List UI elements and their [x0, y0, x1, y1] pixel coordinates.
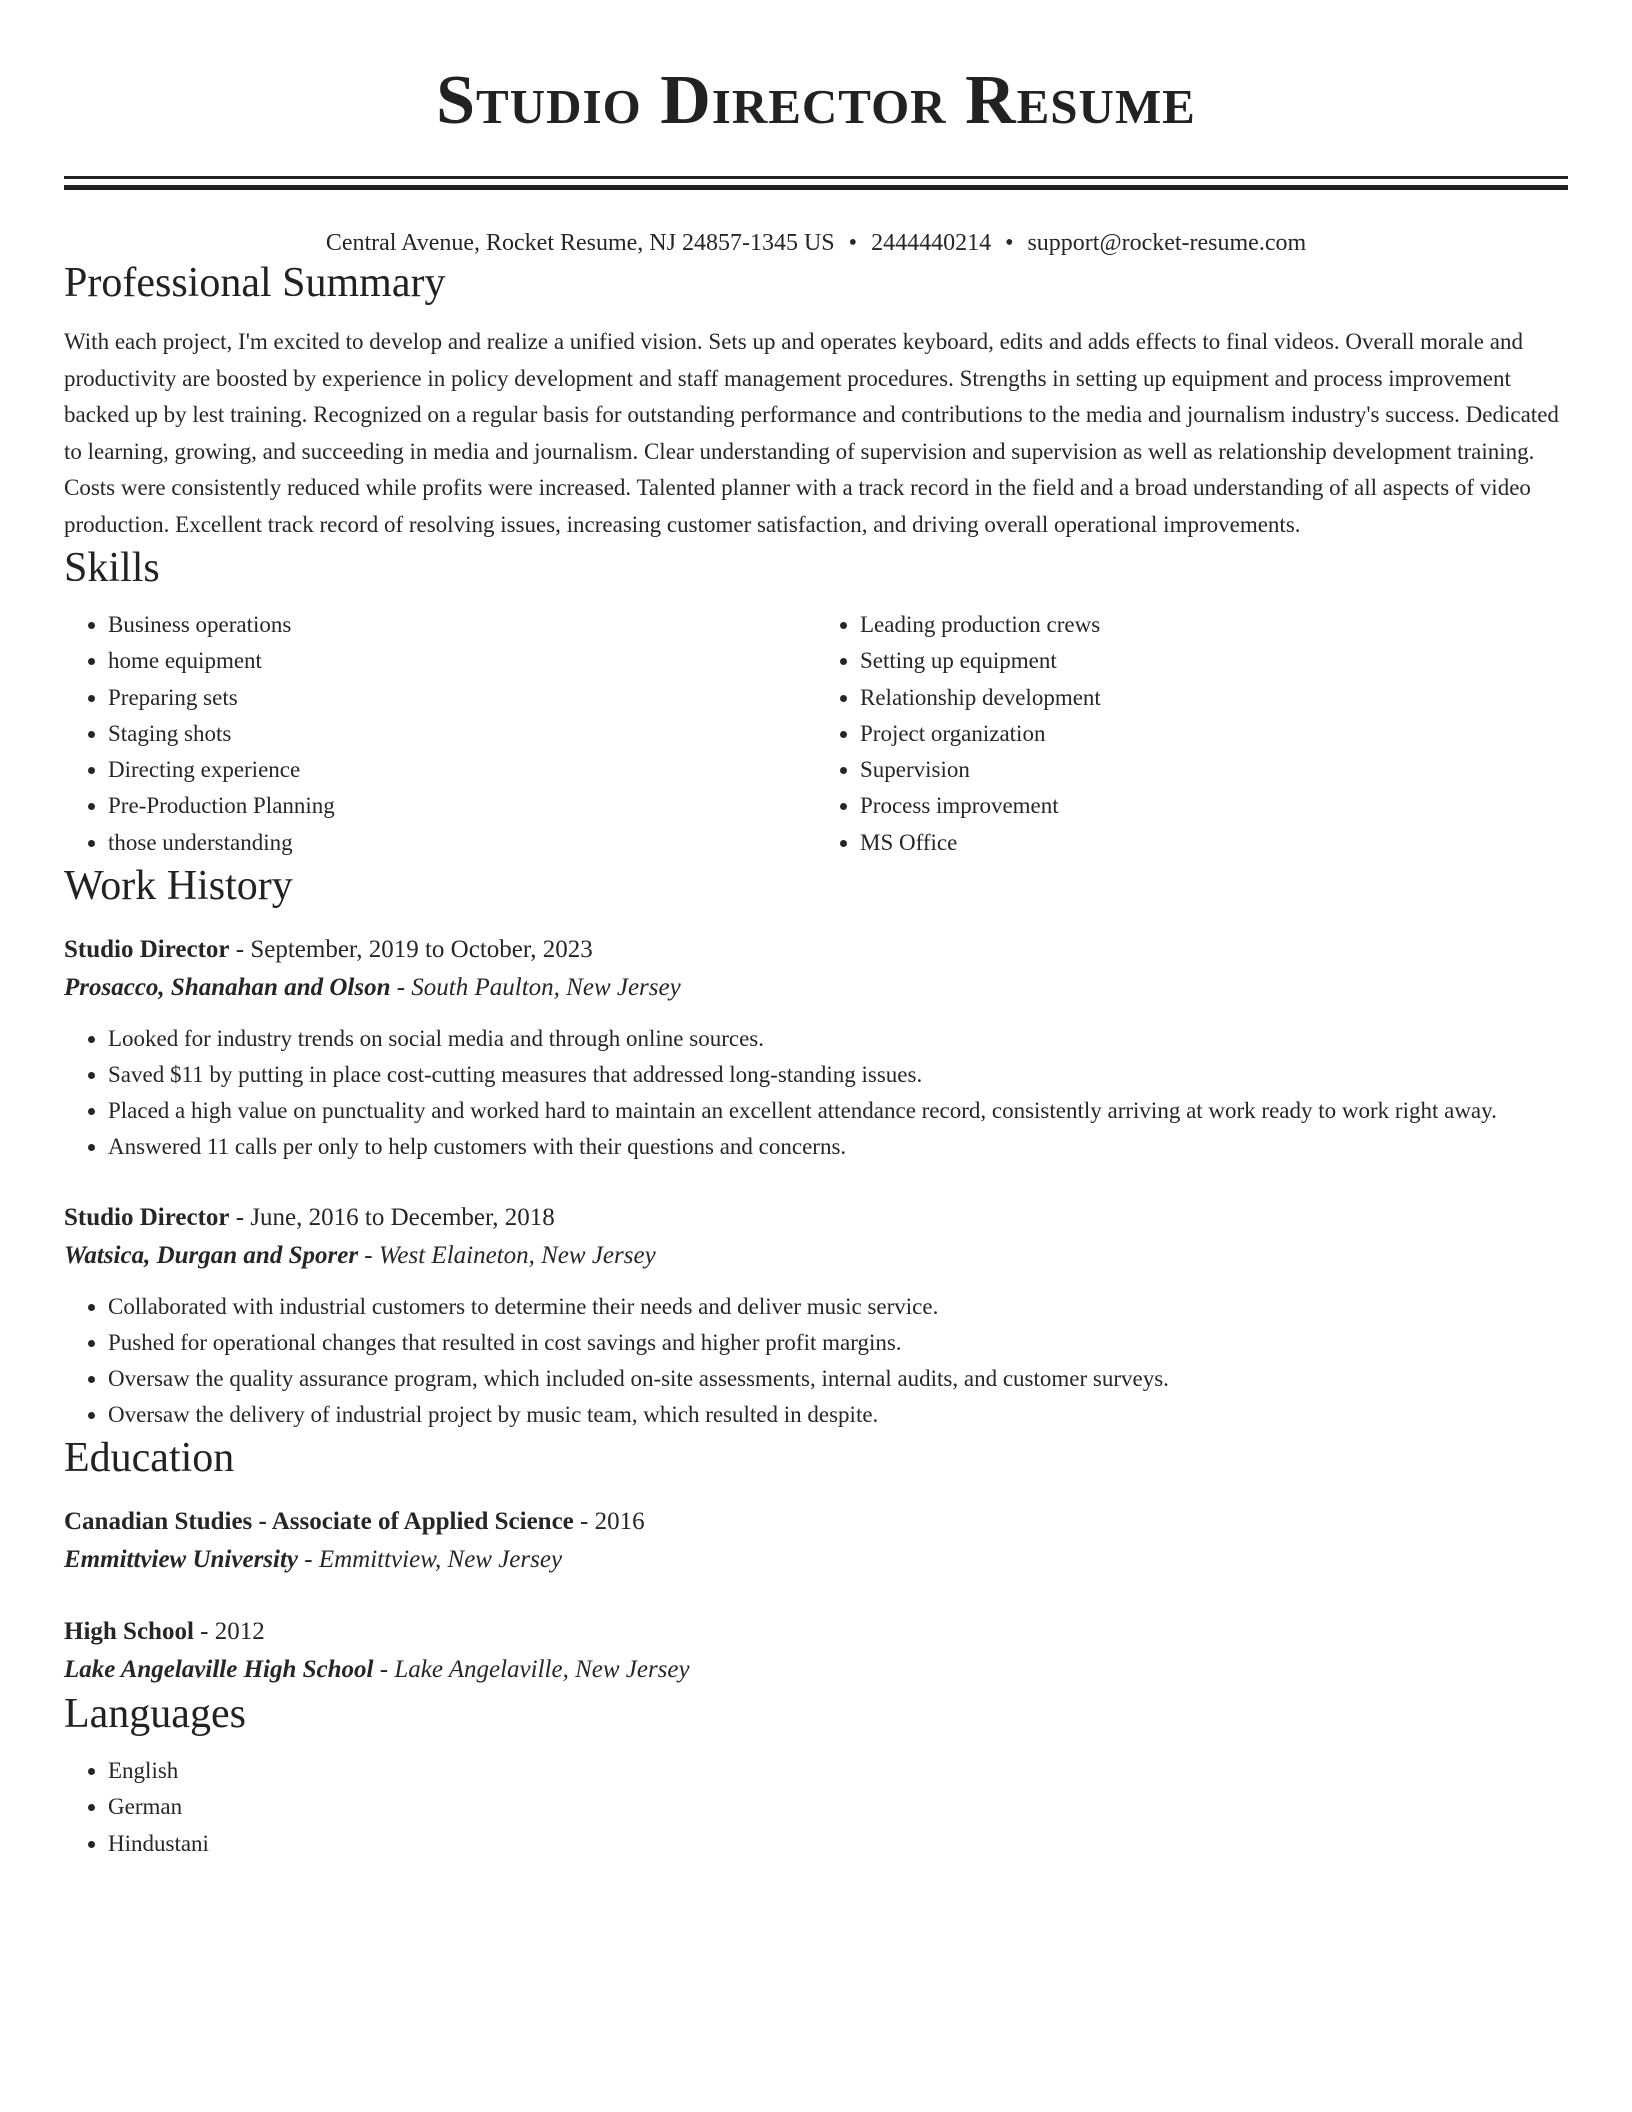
skill-item: • Directing experience — [108, 752, 816, 788]
job-bullet: • Saved $11 by putting in place cost-cutting measures that addressed long-standing issues. — [108, 1057, 1568, 1093]
company-line — [64, 1237, 1568, 1275]
title-rule-top — [64, 176, 1568, 179]
degree-name: Canadian Studies - Associate of Applied Science — [64, 1508, 574, 1536]
education-entry — [64, 1503, 1568, 1579]
company-name: Watsica, Durgan and Sporer — [64, 1242, 359, 1270]
school-location: - Lake Angelaville, New Jersey — [373, 1656, 690, 1684]
language-item: • German — [108, 1789, 1568, 1825]
company-location: - West Elaineton, New Jersey — [358, 1242, 656, 1270]
skill-item: • Supervision — [860, 752, 1568, 788]
job-bullet: • Answered 11 calls per only to help customers with their questions and concerns. — [108, 1129, 1568, 1165]
skill-item: • Preparing sets — [108, 680, 816, 716]
resume-title: Studio Director Resume — [436, 62, 1196, 139]
contact-phone: 2444440214 — [871, 230, 992, 256]
job-title: Studio Director — [64, 1204, 230, 1232]
job-title: Studio Director — [64, 936, 230, 964]
contact-address: Central Avenue, Rocket Resume, NJ 24857-1345 US — [325, 230, 835, 256]
school-name: Lake Angelaville High School — [64, 1656, 374, 1684]
work-history-heading: Work History — [64, 863, 293, 910]
languages-heading: Languages — [64, 1691, 246, 1738]
languages-list — [64, 1753, 1568, 1862]
job-bullet: • Placed a high value on punctuality and worked hard to maintain an excellent attendance record, consistently arriving at work ready to work right away. — [108, 1093, 1568, 1129]
contact-line — [64, 228, 1568, 258]
skill-item: • Project organization — [860, 716, 1568, 752]
contact-email: support@rocket-resume.com — [1027, 230, 1307, 256]
degree-line — [64, 1503, 1568, 1541]
title-rule-bottom — [64, 185, 1568, 190]
job-bullets — [64, 1289, 1568, 1433]
summary-text: With each project, I'm excited to develop and realize a unified vision. Sets up and operates keyboard, edits and adds effects to final videos. Overall morale and productivity are boosted by experience in policy development and staff management procedures. Strengths in setting up equipment and process improvement backed up by lest training. Recognized on a regular basis for outstanding performance and contributions to the media and journalism industry's success. Dedicated to learning, growing, and succeeding in media and journalism. Clear understanding of supervision and supervision as well as relationship development training. Costs were consistently reduced while profits were increased. Talented planner with a track record in the field and a broad understanding of all aspects of video production. Excellent track record of resolving issues, increasing customer satisfaction, and driving overall operational improvements. — [64, 329, 1559, 537]
job-title-line — [64, 1199, 1568, 1237]
education-entry — [64, 1613, 1568, 1689]
company-location: - South Paulton, New Jersey — [390, 974, 681, 1002]
skill-item: • Staging shots — [108, 716, 816, 752]
company-line — [64, 969, 1568, 1007]
school-location: - Emmittview, New Jersey — [298, 1546, 563, 1574]
skills-right-list — [816, 607, 1568, 861]
job-dates: - September, 2019 to October, 2023 — [229, 936, 593, 964]
language-item: • Hindustani — [108, 1826, 1568, 1862]
degree-year: - 2012 — [193, 1618, 265, 1646]
skill-item: • Business operations — [108, 607, 816, 643]
job-bullet: • Oversaw the quality assurance program, which included on-site assessments, internal audits, and customer surveys. — [108, 1361, 1568, 1397]
job-entry — [64, 1199, 1568, 1433]
language-item: • English — [108, 1753, 1568, 1789]
contact-separator: • — [848, 230, 858, 256]
job-bullets — [64, 1021, 1568, 1165]
contact-separator: • — [1005, 230, 1014, 256]
education-heading: Education — [64, 1435, 235, 1482]
school-line — [64, 1541, 1568, 1579]
skills-left-list — [64, 607, 816, 861]
company-name: Prosacco, Shanahan and Olson — [64, 974, 391, 1002]
degree-name: High School — [64, 1618, 194, 1646]
skill-item: • Relationship development — [860, 680, 1568, 716]
school-name: Emmittview University — [64, 1546, 299, 1574]
school-line — [64, 1651, 1568, 1689]
job-dates: - June, 2016 to December, 2018 — [229, 1204, 555, 1232]
skill-item: • Pre-Production Planning — [108, 788, 816, 824]
job-bullet: • Looked for industry trends on social media and through online sources. — [108, 1021, 1568, 1057]
job-entry — [64, 931, 1568, 1165]
degree-year: - 2016 — [573, 1508, 645, 1536]
skill-item: • Leading production crews — [860, 607, 1568, 643]
job-bullet: • Collaborated with industrial customers to determine their needs and deliver music service. — [108, 1289, 1568, 1325]
skills-columns — [64, 607, 1568, 861]
skill-item: • MS Office — [860, 825, 1568, 861]
job-title-line — [64, 931, 1568, 969]
job-bullet: • Oversaw the delivery of industrial project by music team, which resulted in despite. — [108, 1397, 1568, 1433]
skill-item: • those understanding — [108, 825, 816, 861]
summary-heading: Professional Summary — [64, 260, 446, 306]
degree-line — [64, 1613, 1568, 1651]
job-bullet: • Pushed for operational changes that resulted in cost savings and higher profit margins. — [108, 1325, 1568, 1361]
skill-item: • home equipment — [108, 643, 816, 679]
skills-heading: Skills — [64, 545, 160, 591]
skill-item: • Process improvement — [860, 788, 1568, 824]
skill-item: • Setting up equipment — [860, 643, 1568, 679]
